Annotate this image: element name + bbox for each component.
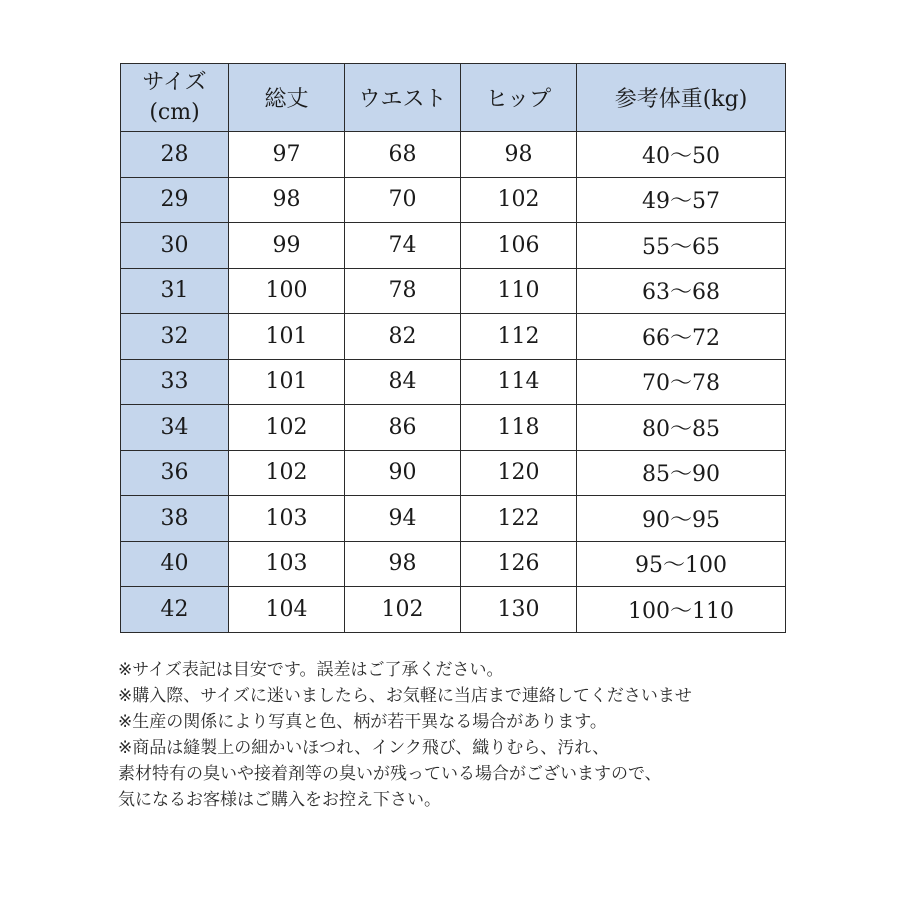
cell-weight: 55～65 <box>577 223 786 269</box>
header-length: 総丈 <box>229 64 345 132</box>
cell-size: 28 <box>121 132 229 178</box>
cell-length: 98 <box>229 177 345 223</box>
cell-length: 102 <box>229 405 345 451</box>
cell-size: 36 <box>121 450 229 496</box>
cell-waist: 86 <box>345 405 461 451</box>
cell-waist: 68 <box>345 132 461 178</box>
cell-length: 103 <box>229 541 345 587</box>
cell-hip: 130 <box>461 587 577 633</box>
cell-waist: 78 <box>345 268 461 314</box>
cell-size: 30 <box>121 223 229 269</box>
cell-hip: 98 <box>461 132 577 178</box>
table-row <box>121 177 786 223</box>
table-header-row <box>121 64 786 132</box>
cell-weight: 49～57 <box>577 177 786 223</box>
table-row <box>121 405 786 451</box>
cell-waist: 84 <box>345 359 461 405</box>
cell-hip: 122 <box>461 496 577 542</box>
cell-weight: 95～100 <box>577 541 786 587</box>
cell-length: 102 <box>229 450 345 496</box>
cell-weight: 80～85 <box>577 405 786 451</box>
cell-waist: 94 <box>345 496 461 542</box>
cell-length: 101 <box>229 359 345 405</box>
cell-hip: 126 <box>461 541 577 587</box>
cell-length: 103 <box>229 496 345 542</box>
cell-weight: 70～78 <box>577 359 786 405</box>
cell-size: 40 <box>121 541 229 587</box>
note-line: 気になるお客様はご購入をお控え下さい。 <box>118 790 441 810</box>
cell-hip: 106 <box>461 223 577 269</box>
cell-weight: 85～90 <box>577 450 786 496</box>
cell-length: 100 <box>229 268 345 314</box>
table-row <box>121 496 786 542</box>
cell-size: 33 <box>121 359 229 405</box>
cell-weight: 66～72 <box>577 314 786 360</box>
header-hip: ヒップ <box>461 64 577 132</box>
note-line: ※生産の関係により写真と色、柄が若干異なる場合があります。 <box>118 712 607 732</box>
cell-waist: 98 <box>345 541 461 587</box>
table-row <box>121 541 786 587</box>
cell-size: 29 <box>121 177 229 223</box>
cell-weight: 90～95 <box>577 496 786 542</box>
cell-size: 32 <box>121 314 229 360</box>
cell-length: 97 <box>229 132 345 178</box>
header-size <box>121 64 229 132</box>
cell-waist: 90 <box>345 450 461 496</box>
header-waist: ウエスト <box>345 64 461 132</box>
cell-hip: 120 <box>461 450 577 496</box>
cell-hip: 110 <box>461 268 577 314</box>
table-row <box>121 359 786 405</box>
cell-waist: 70 <box>345 177 461 223</box>
note-line: ※購入際、サイズに迷いましたら、お気軽に当店まで連絡してくださいませ <box>118 686 692 706</box>
cell-waist: 82 <box>345 314 461 360</box>
cell-waist: 74 <box>345 223 461 269</box>
cell-size: 31 <box>121 268 229 314</box>
header-size-label: サイズ <box>142 69 207 95</box>
note-line: 素材特有の臭いや接着剤等の臭いが残っている場合がございますので、 <box>118 764 662 784</box>
table-row <box>121 314 786 360</box>
cell-hip: 118 <box>461 405 577 451</box>
table-row <box>121 223 786 269</box>
cell-size: 42 <box>121 587 229 633</box>
note-line: ※商品は縫製上の細かいほつれ、インク飛び、織りむら、汚れ、 <box>118 738 610 758</box>
cell-waist: 102 <box>345 587 461 633</box>
table-body <box>121 132 786 633</box>
header-weight: 参考体重(kg) <box>577 64 786 132</box>
table-row <box>121 132 786 178</box>
table-row <box>121 587 786 633</box>
cell-hip: 112 <box>461 314 577 360</box>
header-size-unit: (cm) <box>149 99 200 125</box>
cell-weight: 100～110 <box>577 587 786 633</box>
cell-hip: 114 <box>461 359 577 405</box>
table-row <box>121 450 786 496</box>
notes-block <box>118 657 838 813</box>
cell-weight: 63～68 <box>577 268 786 314</box>
cell-weight: 40～50 <box>577 132 786 178</box>
cell-size: 34 <box>121 405 229 451</box>
cell-length: 101 <box>229 314 345 360</box>
cell-size: 38 <box>121 496 229 542</box>
note-line: ※サイズ表記は目安です。誤差はご了承ください。 <box>118 660 504 680</box>
cell-length: 99 <box>229 223 345 269</box>
table-row <box>121 268 786 314</box>
cell-length: 104 <box>229 587 345 633</box>
cell-hip: 102 <box>461 177 577 223</box>
size-chart-table <box>120 63 786 633</box>
